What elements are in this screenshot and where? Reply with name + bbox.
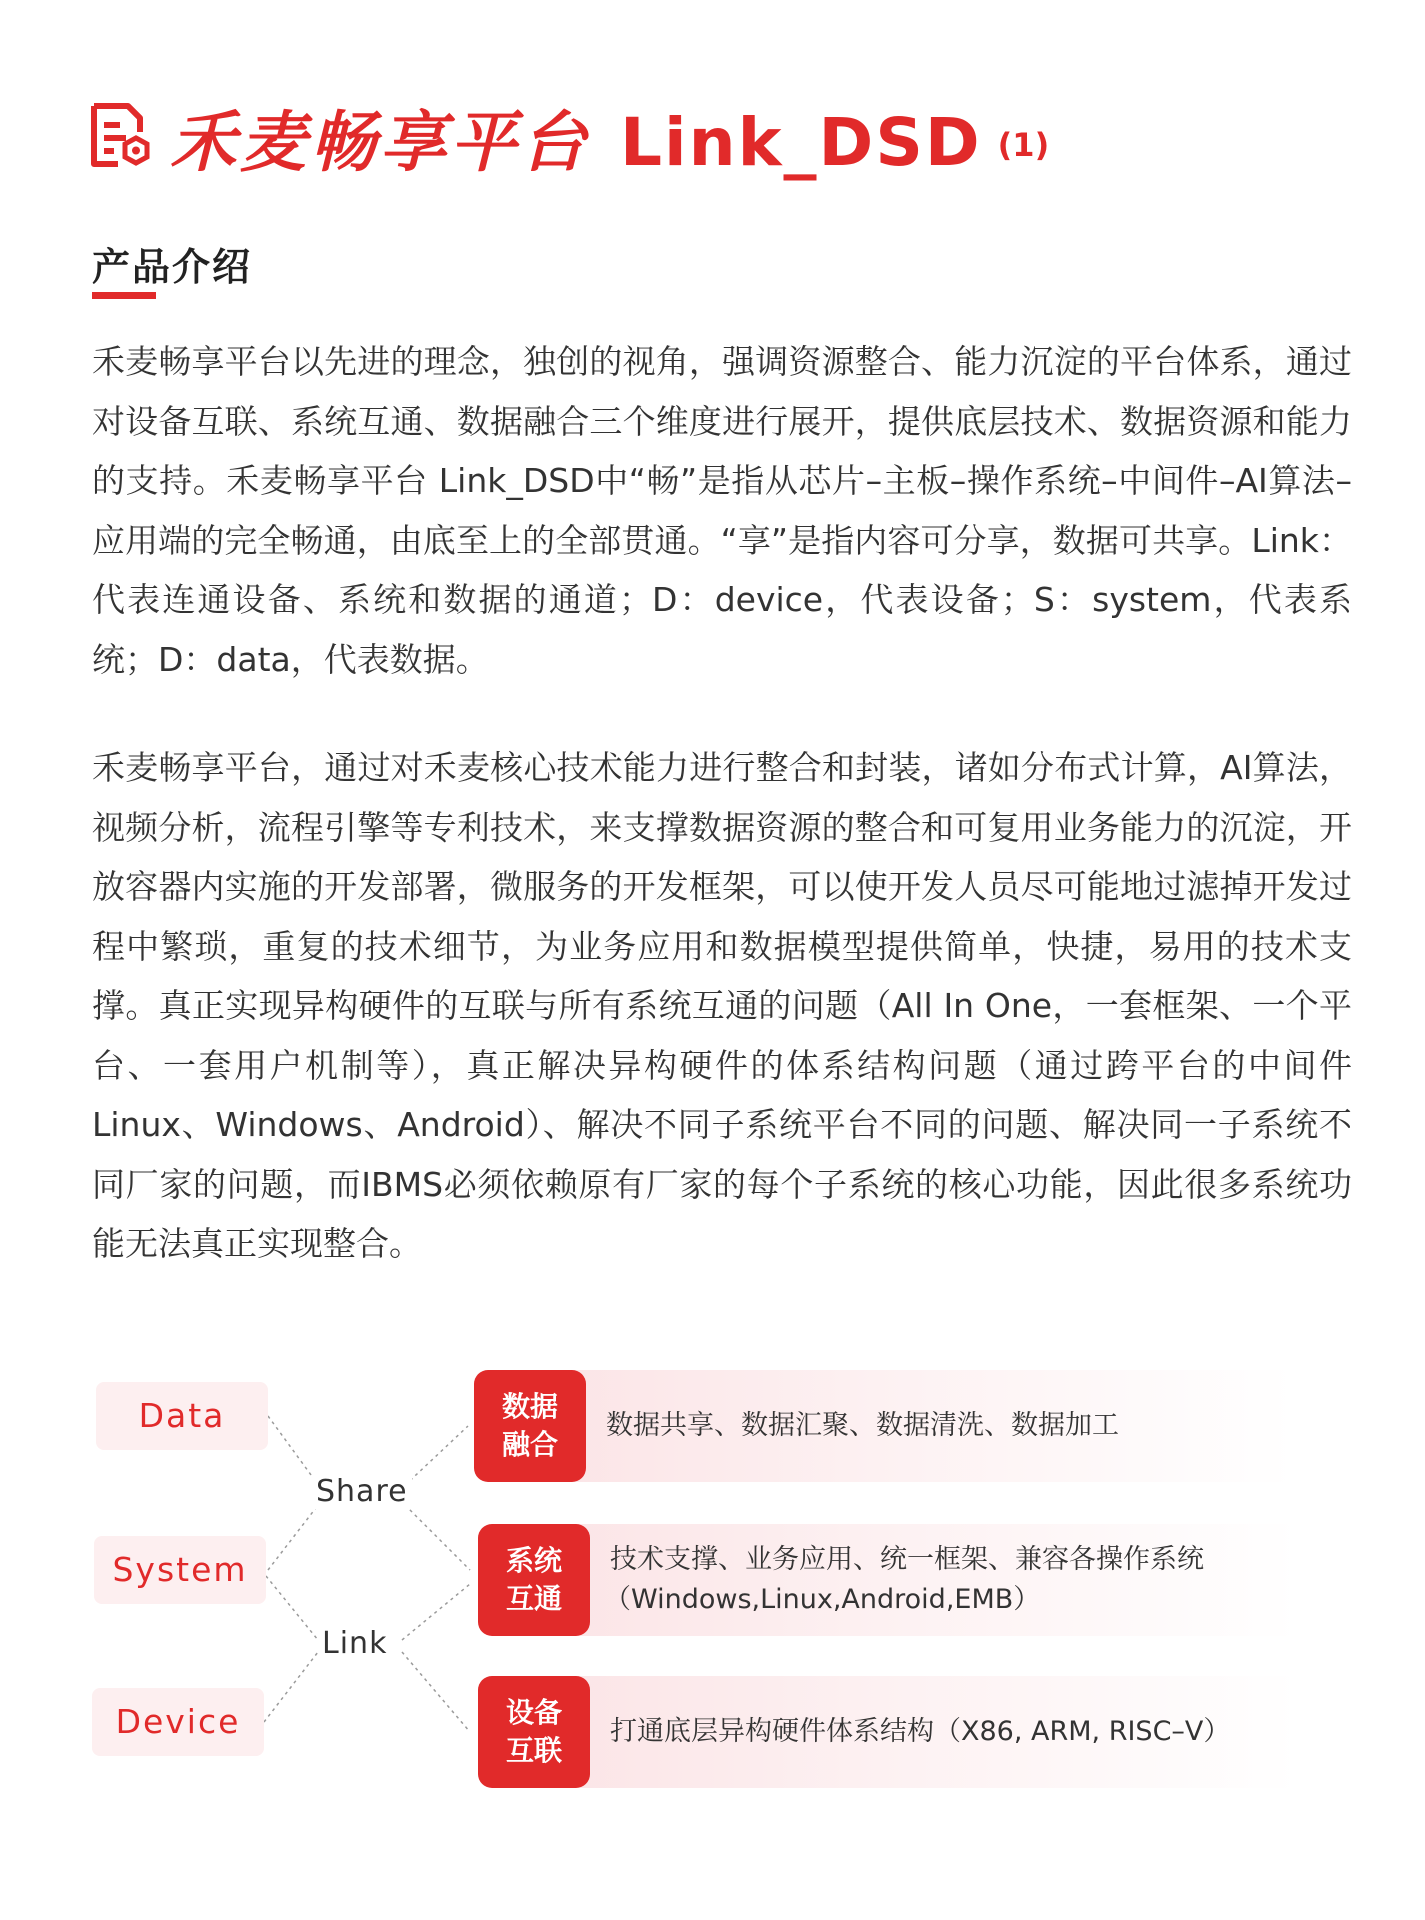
label-link: Link <box>318 1626 391 1661</box>
intro-paragraph-1: 禾麦畅享平台以先进的理念，独创的视角，强调资源整合、能力沉淀的平台体系，通过对设备互联、系统互通、数据融合三个维度进行展开，提供底层技术、数据资源和能力的支持。禾麦畅享平台 Link_DSD中“畅”是指从芯片–主板–操作系统–中间件–AI算法–应用端的完全畅通，由底至上的全部贯通。“享”是指内容可分享，数据可共享。Link：代表连通设备、系统和数据的通道；D：device，代表设备；S：system，代表系统；D：data，代表数据。 <box>92 342 1352 679</box>
page-title-number: (1) <box>997 126 1050 164</box>
feature-badge: 数据融合 <box>474 1370 586 1482</box>
label-share: Share <box>312 1474 412 1509</box>
page-title-cn: 禾麦畅享平台 <box>170 103 590 181</box>
pill-data: Data <box>96 1382 268 1450</box>
section-title: 产品介绍 <box>92 245 253 289</box>
feature-system-interop <box>478 1524 1298 1636</box>
feature-data-fusion <box>474 1370 1294 1482</box>
feature-device-interconnect <box>478 1676 1298 1788</box>
page-title <box>170 89 982 184</box>
feature-badge: 设备互联 <box>478 1676 590 1788</box>
feature-description-2: （Windows,Linux,Android,EMB） <box>604 1584 1041 1615</box>
architecture-diagram <box>0 1340 1425 1800</box>
feature-description: 打通底层异构硬件体系结构（X86, ARM, RISC–V） <box>610 1716 1231 1747</box>
page-header <box>88 96 1050 181</box>
feature-description: 数据共享、数据汇聚、数据清洗、数据加工 <box>606 1410 1119 1441</box>
pill-device: Device <box>92 1688 264 1756</box>
document-gear-icon <box>88 102 152 170</box>
intro-paragraph-2: 禾麦畅享平台，通过对禾麦核心技术能力进行整合和封装，诸如分布式计算，AI算法，视频分析，流程引擎等专利技术，来支撑数据资源的整合和可复用业务能力的沉淀，开放容器内实施的开发部署，微服务的开发框架，可以使开发人员尽可能地过滤掉开发过程中繁琐，重复的技术细节，为业务应用和数据模型提供简单，快捷，易用的技术支撑。真正实现异构硬件的互联与所有系统互通的问题（All In One，一套框架、一个平台、一套用户机制等），真正解决异构硬件的体系结构问题（通过跨平台的中间件Linux、Windows、Android）、解决不同子系统平台不同的问题、解决同一子系统不同厂家的问题，而IBMS必须依赖原有厂家的每个子系统的核心功能，因此很多系统功能无法真正实现整合。 <box>92 748 1352 1263</box>
feature-description: 技术支撑、业务应用、统一框架、兼容各操作系统 <box>610 1544 1204 1575</box>
pill-system: System <box>94 1536 266 1604</box>
page-title-en: Link_DSD <box>620 103 982 181</box>
feature-badge: 系统互通 <box>478 1524 590 1636</box>
section-underline <box>92 292 156 299</box>
